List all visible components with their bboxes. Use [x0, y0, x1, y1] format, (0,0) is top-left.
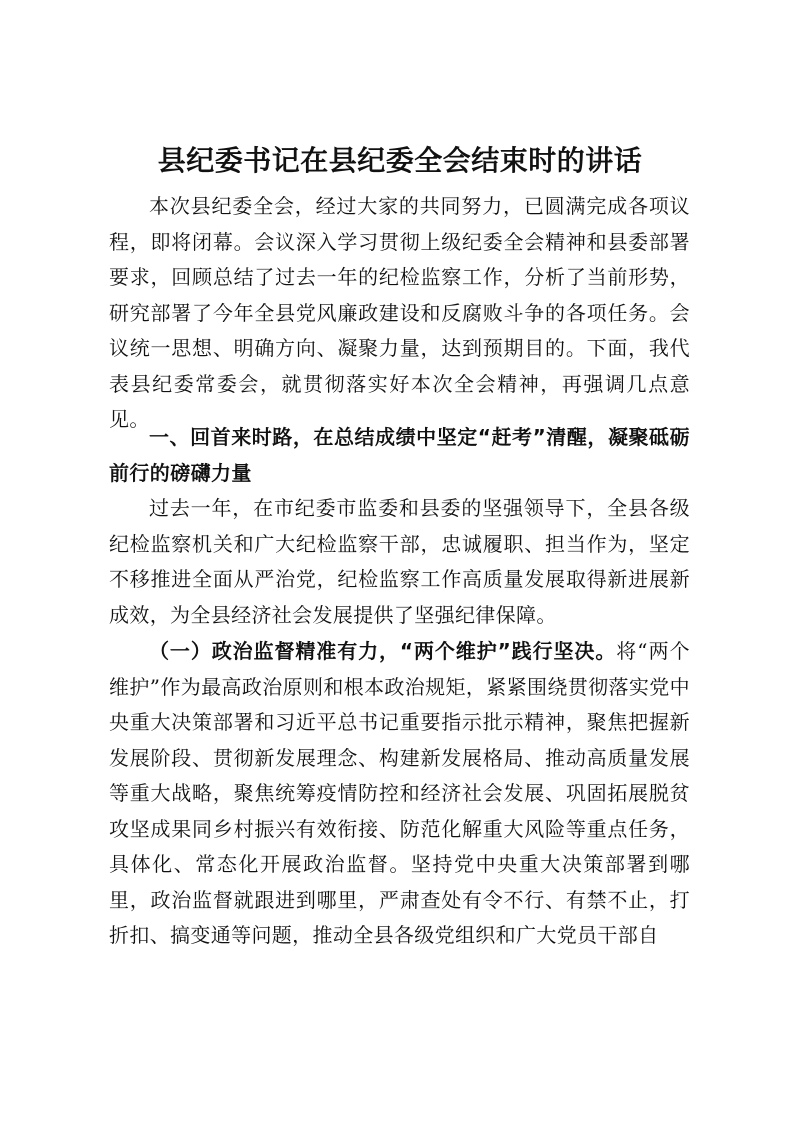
section-1-paragraph: 过去一年，在市纪委市监委和县委的坚强领导下，全县各级纪检监察机关和广大纪检监察干部，忠诚履职、担当作为，坚定不移推进全面从严治党，纪检监察工作高质量发展取得新进展新成效，为全县经济社会发展提供了坚强纪律保障。 — [109, 496, 690, 627]
section-heading-1: 一、回首来时路，在总结成绩中坚定“赶考”清醒，凝聚砥砺前行的磅礴力量 — [109, 425, 690, 485]
subsection-1-body: 将“两个维护”作为最高政治原则和根本政治规矩，紧紧围绕贯彻落实党中央重大决策部署和习近平总书记重要指示批示精神，聚焦把握新发展阶段、贯彻新发展理念、构建新发展格局、推动高质量发展等重大战略，聚焦统筹疫情防控和经济社会发展、巩固拓展脱贫攻坚成果同乡村振兴有效衔接、防范化解重大风险等重点任务，具体化、常态化开展政治监督。坚持党中央重大决策部署到哪里，政治监督就跟进到哪里，严肃查处有令不行、有禁不止，打折扣、搞变通等问题，推动全县各级党组织和广大党员干部自 — [109, 639, 691, 947]
subsection-heading-1: （一）政治监督精准有力，“两个维护”践行坚决。 — [149, 639, 617, 663]
document-title: 县纪委书记在县纪委全会结束时的讲话 — [157, 144, 643, 177]
subsection-1-paragraph — [109, 634, 690, 954]
opening-paragraph: 本次县纪委全会，经过大家的共同努力，已圆满完成各项议程，即将闭幕。会议深入学习贯彻上级纪委全会精神和县委部署要求，回顾总结了过去一年的纪检监察工作，分析了当前形势，研究部署了今年全县党风廉政建设和反腐败斗争的各项任务。会议统一思想、明确方向、凝聚力量，达到预期目的。下面，我代表县纪委常委会，就贯彻落实好本次全会精神，再强调几点意见。 — [109, 194, 690, 431]
